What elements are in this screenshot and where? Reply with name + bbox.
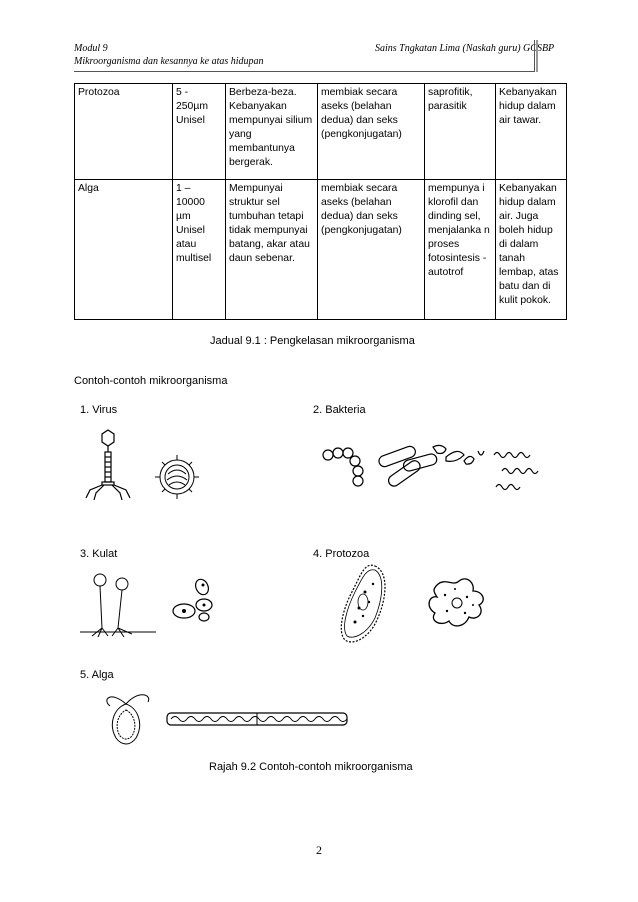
table-cell: 1 – 10000 µm Unisel atau multisel <box>173 180 226 320</box>
section-title: Contoh-contoh mikroorganisma <box>74 375 228 387</box>
mould-illustration <box>78 570 158 638</box>
yeast-illustration <box>170 575 220 625</box>
table-row <box>75 180 567 320</box>
table-row <box>75 84 567 180</box>
table-cell: Kebanyakan hidup dalam air tawar. <box>496 84 567 180</box>
figure-caption: Rajah 9.2 Contoh-contoh mikroorganisma <box>209 761 413 773</box>
table-cell: mempunya i klorofil dan dinding sel, menjalanka n proses fotosintesis - autotrof <box>425 180 496 320</box>
amoeba-illustration <box>425 575 490 633</box>
header-left <box>74 42 264 68</box>
paramecium-illustration <box>335 562 395 648</box>
label-kulat: 3. Kulat <box>80 548 118 560</box>
header-divider-shadow <box>536 40 538 72</box>
page-number: 2 <box>316 843 322 857</box>
table-cell: 5 - 250µm Unisel <box>173 84 226 180</box>
table-cell: Kebanyakan hidup dalam air. Juga boleh hidup di dalam tanah lembap, atas batu dan di kulit pokok. <box>496 180 567 320</box>
chlamydomonas-illustration <box>100 690 160 750</box>
header-divider <box>534 40 535 72</box>
table-cell: membiak secara aseks (belahan dedua) dan seks (pengkonjugatan) <box>318 84 425 180</box>
filamentous-alga-illustration <box>165 710 350 730</box>
label-bakteria: 2. Bakteria <box>313 404 366 416</box>
table-cell: Alga <box>75 180 173 320</box>
header-right: Sains Tngkatan Lima (Naskah guru) GCSBP <box>375 43 555 54</box>
table-caption: Jadual 9.1 : Pengkelasan mikroorganisma <box>210 335 415 347</box>
table-cell: Protozoa <box>75 84 173 180</box>
table-cell: Mempunyai struktur sel tumbuhan tetapi tidak mempunyai batang, akar atau daun sebenar. <box>226 180 318 320</box>
table-cell: Berbeza-beza. Kebanyakan mempunyai silium yang membantunya bergerak. <box>226 84 318 180</box>
spherical-virus-illustration <box>152 452 202 502</box>
label-virus: 1. Virus <box>80 404 118 416</box>
header-rule <box>74 71 534 72</box>
module-subtitle: Mikroorganisma dan kesannya ke atas hidupan <box>74 56 264 67</box>
table-cell: membiak secara aseks (belahan dedua) dan seks (pengkonjugatan) <box>318 180 425 320</box>
label-alga: 5. Alga <box>80 669 114 681</box>
bacteriophage-illustration <box>80 428 150 503</box>
table-cell: saprofitik, parasitik <box>425 84 496 180</box>
classification-table <box>74 83 567 320</box>
bacteria-illustration <box>318 433 558 503</box>
label-protozoa: 4. Protozoa <box>313 548 370 560</box>
module-label: Modul 9 <box>74 43 108 54</box>
